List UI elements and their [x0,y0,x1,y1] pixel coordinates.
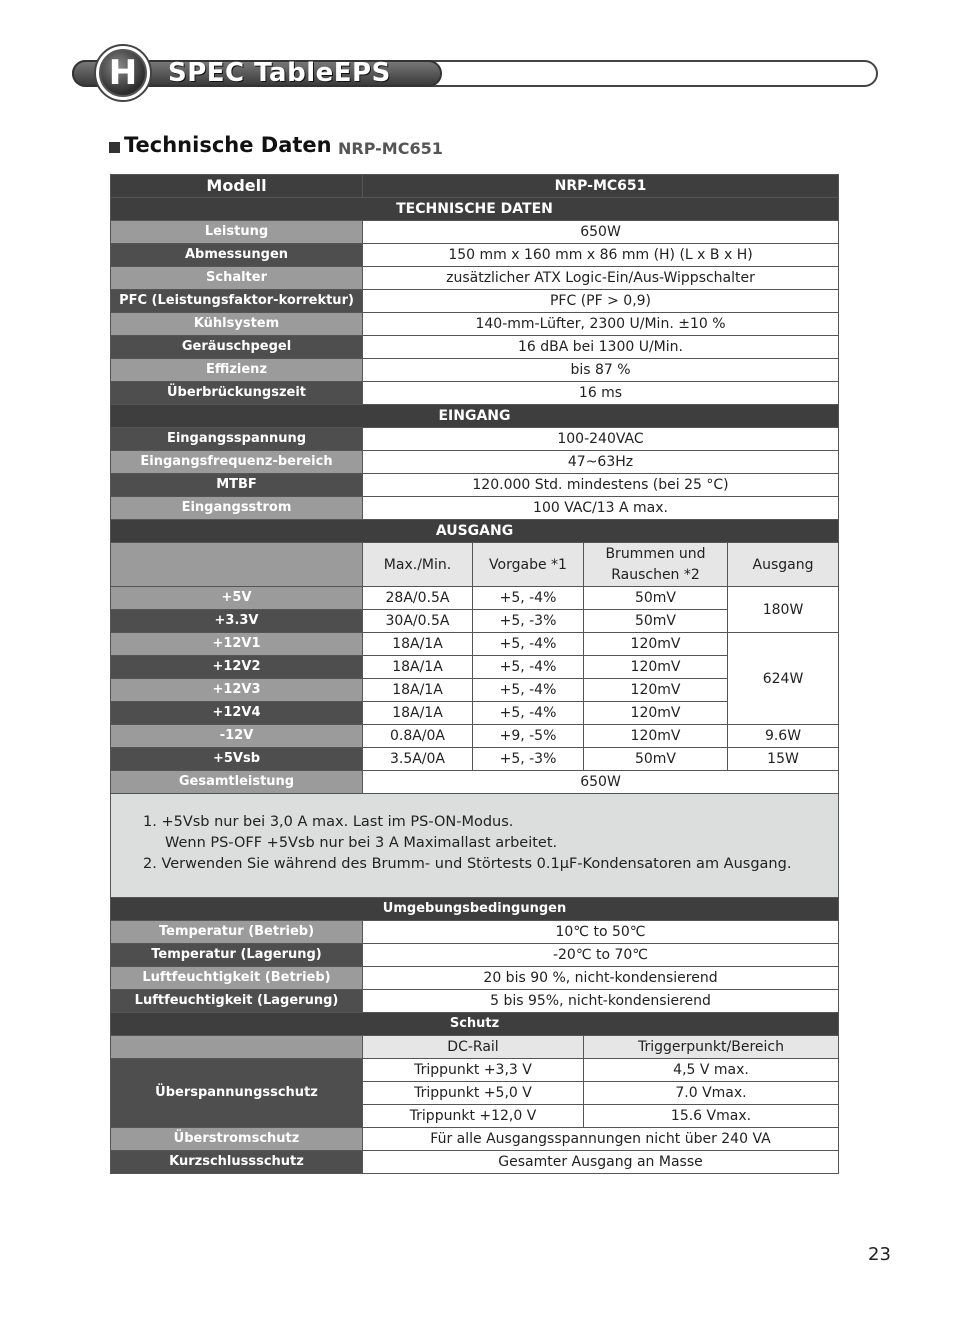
rail-label: +12V2 [111,656,363,679]
row-label: Luftfeuchtigkeit (Betrieb) [111,967,363,990]
row-label: PFC (Leistungsfaktor-korrektur) [111,290,363,313]
row-label: Eingangsstrom [111,497,363,520]
table-row [111,1128,839,1151]
table-row [111,336,839,359]
col-vorgabe: Vorgabe *1 [473,543,584,587]
cell-maxmin: 18A/1A [363,656,473,679]
table-row [111,725,839,748]
cell-ausgang-group-5v: 180W [728,587,839,633]
col-brummen-line1: Brummen und [605,545,706,562]
row-label: Abmessungen [111,244,363,267]
note-1-line-1: 1. +5Vsb nur bei 3,0 A max. Last im PS-ON-Modus. [143,814,514,830]
schutz-column-headers [111,1036,839,1059]
rail-label: +12V3 [111,679,363,702]
schutz-header-blank [111,1036,363,1059]
ausgang-header: AUSGANG [111,520,839,543]
row-label: Eingangsfrequenz-bereich [111,451,363,474]
row-value: 100 VAC/13 A max. [363,497,839,520]
table-row [111,359,839,382]
section-model: NRP-MC651 [338,139,443,158]
cell-brummen: 120mV [584,656,728,679]
row-label: Temperatur (Betrieb) [111,921,363,944]
row-label: Kühlsystem [111,313,363,336]
row-value: 10℃ to 50℃ [363,921,839,944]
cell-maxmin: 18A/1A [363,702,473,725]
row-value: 16 dBA bei 1300 U/Min. [363,336,839,359]
col-brummen [584,543,728,587]
table-row [111,967,839,990]
cell-brummen: 120mV [584,725,728,748]
row-value: PFC (PF > 0,9) [363,290,839,313]
col-dc-rail: DC-Rail [363,1036,584,1059]
table-row [111,474,839,497]
col-ausgang: Ausgang [728,543,839,587]
table-row [111,428,839,451]
row-value: 16 ms [363,382,839,405]
section-title: Technische Daten [124,133,332,157]
row-value: 120.000 Std. mindestens (bei 25 °C) [363,474,839,497]
row-label: Leistung [111,221,363,244]
note-2: 2. Verwenden Sie während des Brumm- und Störtests 0.1μF-Kondensatoren am Ausgang. [143,856,792,872]
row-value: -20℃ to 70℃ [363,944,839,967]
table-row [111,1151,839,1174]
table-row [111,290,839,313]
row-value: 100-240VAC [363,428,839,451]
section-badge-icon: H [99,49,147,97]
row-value: 650W [363,221,839,244]
cell-brummen: 120mV [584,679,728,702]
row-label: Luftfeuchtigkeit (Lagerung) [111,990,363,1013]
cell-brummen: 50mV [584,587,728,610]
spec-table [110,174,839,1174]
row-value: 47~63Hz [363,451,839,474]
table-row [111,748,839,771]
cell-vorgabe: +5, -4% [473,702,584,725]
ueberspannung-label: Überspannungsschutz [111,1059,363,1128]
cell-vorgabe: +5, -4% [473,587,584,610]
table-row [111,587,839,610]
cell-brummen: 50mV [584,748,728,771]
rail-label: +12V4 [111,702,363,725]
col-brummen-line2: Rauschen *2 [611,566,700,583]
table-row [111,633,839,656]
cell-ausgang: 15W [728,748,839,771]
cell-maxmin: 28A/0.5A [363,587,473,610]
table-row [111,771,839,794]
bullet-square-icon [109,142,120,153]
eingang-header: EINGANG [111,405,839,428]
row-value: zusätzlicher ATX Logic-Ein/Aus-Wippschalter [363,267,839,290]
table-row [111,497,839,520]
gesamtleistung-value: 650W [363,771,839,794]
table-row [111,921,839,944]
table-row [111,382,839,405]
rail-label: +3.3V [111,610,363,633]
table-row [111,221,839,244]
table-row [111,990,839,1013]
cell-vorgabe: +5, -3% [473,610,584,633]
ueberstrom-label: Überstromschutz [111,1128,363,1151]
cell-maxmin: 0.8A/0A [363,725,473,748]
row-label: Temperatur (Lagerung) [111,944,363,967]
cell-rail: Trippunkt +5,0 V [363,1082,584,1105]
table-row [111,1059,839,1082]
cell-vorgabe: +5, -4% [473,679,584,702]
col-maxmin: Max./Min. [363,543,473,587]
col-trigger: Triggerpunkt/Bereich [584,1036,839,1059]
umgebung-header: Umgebungsbedingungen [111,898,839,921]
cell-vorgabe: +5, -4% [473,656,584,679]
cell-maxmin: 30A/0.5A [363,610,473,633]
gesamtleistung-label: Gesamtleistung [111,771,363,794]
page-title: SPEC TableEPS [168,58,391,88]
kurzschluss-label: Kurzschlussschutz [111,1151,363,1174]
row-label: Schalter [111,267,363,290]
ueberstrom-value: Für alle Ausgangsspannungen nicht über 240 VA [363,1128,839,1151]
cell-trigger: 4,5 V max. [584,1059,839,1082]
row-label: Geräuschpegel [111,336,363,359]
table-row [111,244,839,267]
row-label: Überbrückungszeit [111,382,363,405]
cell-ausgang-group-12v: 624W [728,633,839,725]
ausgang-column-headers [111,543,839,587]
schutz-header: Schutz [111,1013,839,1036]
row-value: 20 bis 90 %, nicht-kondensierend [363,967,839,990]
modell-value: NRP-MC651 [363,175,839,198]
rail-label: -12V [111,725,363,748]
row-value: 150 mm x 160 mm x 86 mm (H) (L x B x H) [363,244,839,267]
cell-brummen: 50mV [584,610,728,633]
cell-brummen: 120mV [584,702,728,725]
modell-label: Modell [111,175,363,198]
ausgang-header-blank [111,543,363,587]
cell-maxmin: 18A/1A [363,679,473,702]
cell-vorgabe: +5, -3% [473,748,584,771]
cell-maxmin: 18A/1A [363,633,473,656]
row-label: Eingangsspannung [111,428,363,451]
cell-ausgang: 9.6W [728,725,839,748]
cell-trigger: 15.6 Vmax. [584,1105,839,1128]
rail-label: +12V1 [111,633,363,656]
table-row [111,451,839,474]
row-value: 5 bis 95%, nicht-kondensierend [363,990,839,1013]
technische-daten-header: TECHNISCHE DATEN [111,198,839,221]
cell-vorgabe: +5, -4% [473,633,584,656]
row-value: bis 87 % [363,359,839,382]
cell-vorgabe: +9, -5% [473,725,584,748]
cell-rail: Trippunkt +3,3 V [363,1059,584,1082]
table-row [111,267,839,290]
rail-label: +5V [111,587,363,610]
note-1-line-2: Wenn PS-OFF +5Vsb nur bei 3 A Maximallast arbeitet. [165,835,558,851]
footnotes [111,794,839,898]
cell-brummen: 120mV [584,633,728,656]
row-value: 140-mm-Lüfter, 2300 U/Min. ±10 % [363,313,839,336]
row-label: Effizienz [111,359,363,382]
cell-rail: Trippunkt +12,0 V [363,1105,584,1128]
table-row [111,944,839,967]
rail-label: +5Vsb [111,748,363,771]
cell-trigger: 7.0 Vmax. [584,1082,839,1105]
kurzschluss-value: Gesamter Ausgang an Masse [363,1151,839,1174]
cell-maxmin: 3.5A/0A [363,748,473,771]
table-row [111,313,839,336]
page-number: 23 [868,1244,891,1265]
row-label: MTBF [111,474,363,497]
